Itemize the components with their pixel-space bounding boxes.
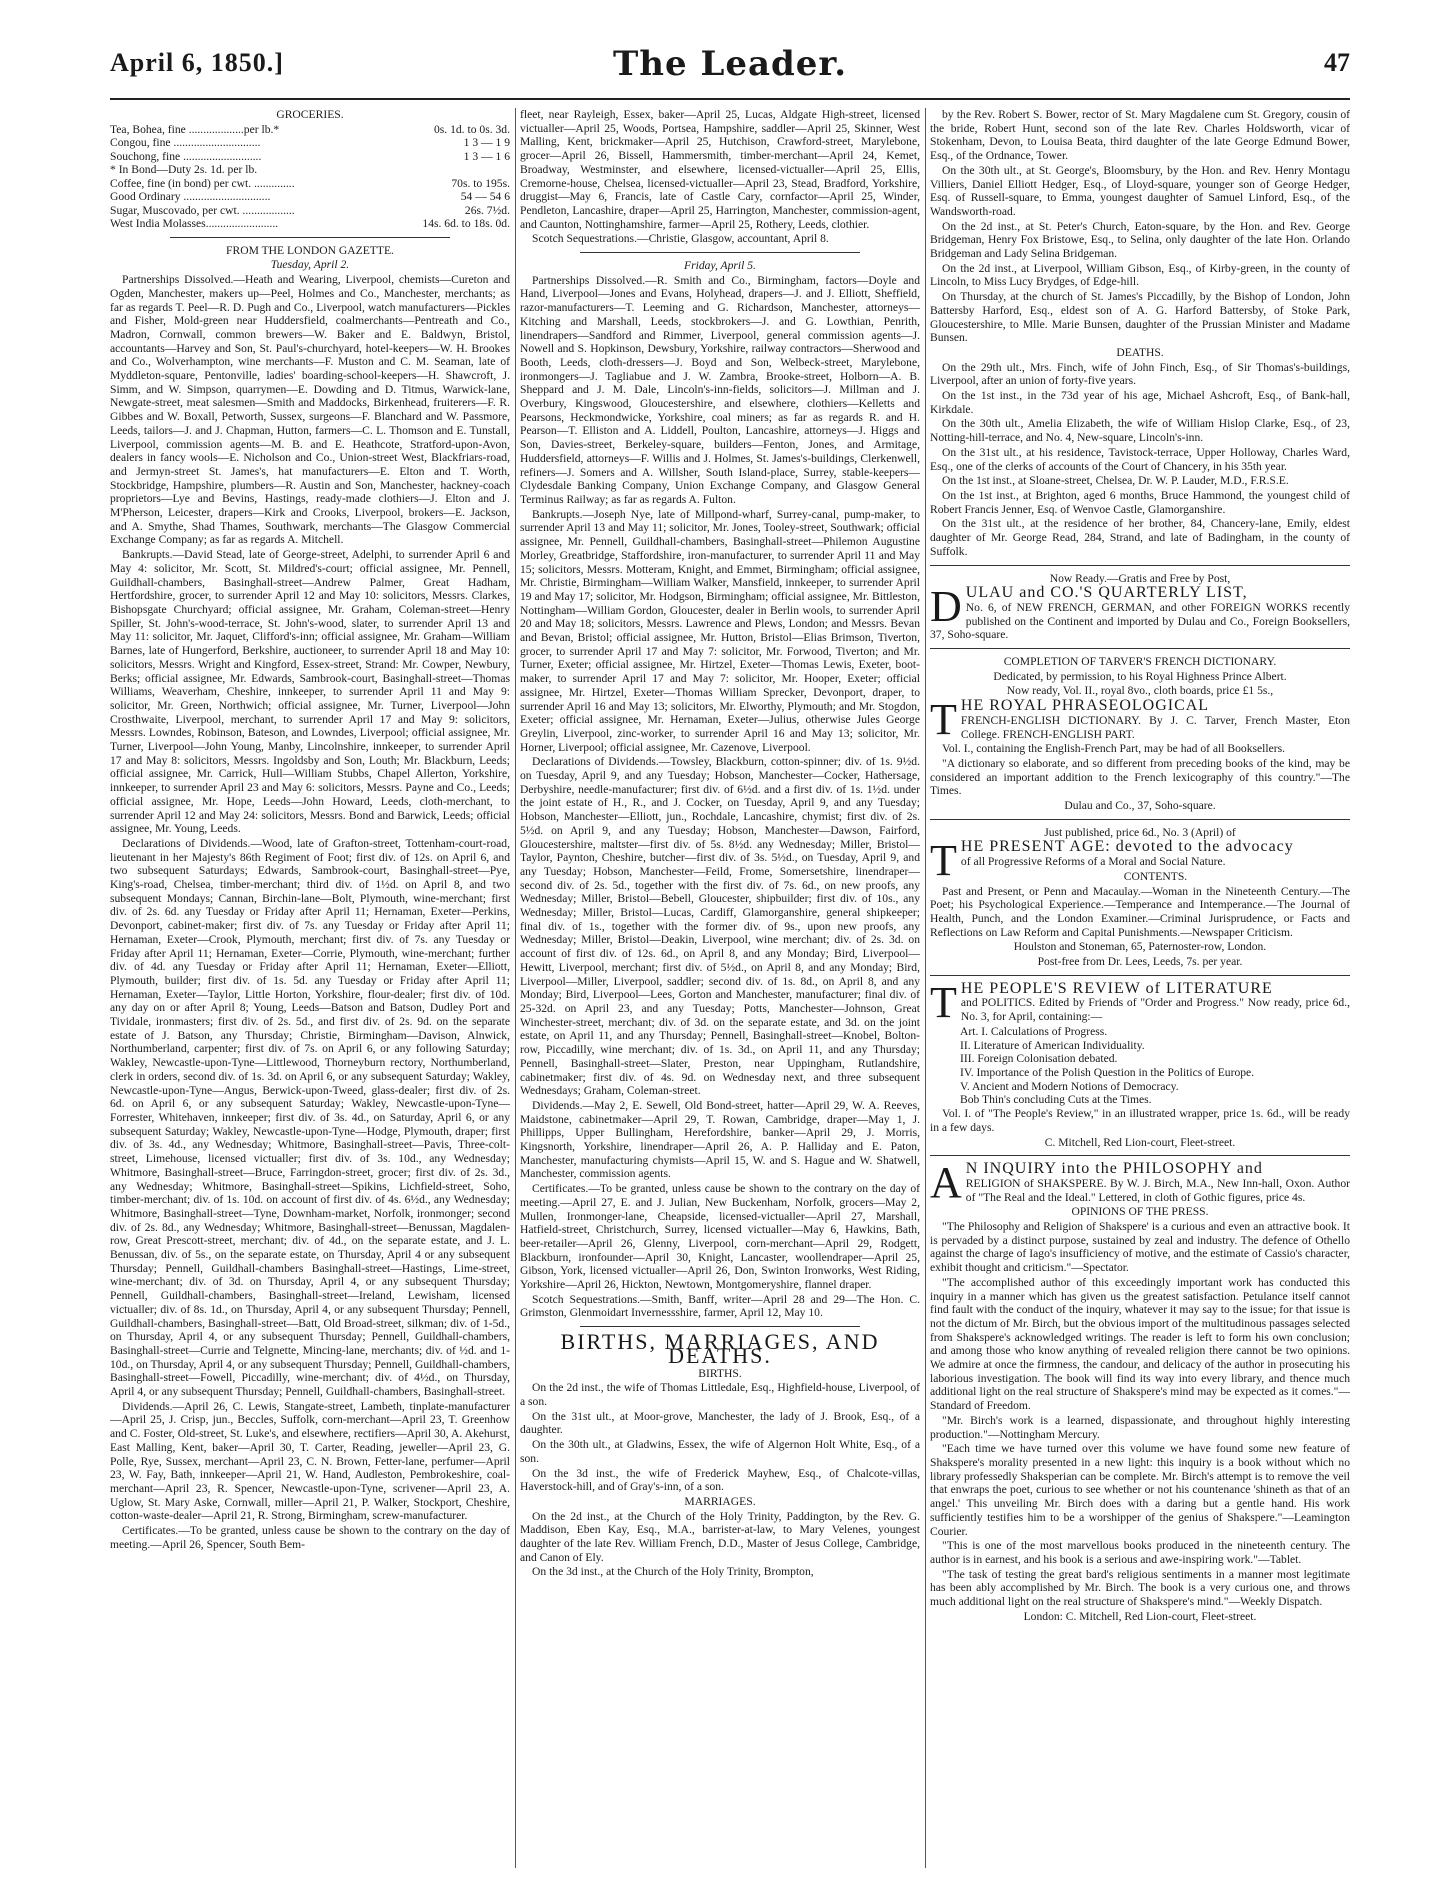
friday-date: Friday, April 5.	[684, 259, 756, 273]
certificates-continued: fleet, near Rayleigh, Essex, baker—April 25, Lucas, Aldgate High-street, licensed victualler—April 25, Woods, Portsea, Hampshire, saddler—April 25, Skinner, West Malling, Kent, brickmaker—April 25, Hutchison, Crawford-street, Marylebone, grocer—April 26, Bissell, Hammersmith, timber-merchant—April 24, Kemet, Broadway, Westminster, and elsewhere, licensed-victualler—April 25, Ellis, Cremorne-house, Chelsea, licensed-victualler—April 23, Stead, Bradford, Yorkshire, druggist—May 6, Francis, late of Castle Cary, cornfactor—April 25, Winder, Pendleton, Lancashire, draper—April 25, Harrington, Manchester, commission-agent, and Caunton, Nottinghamshire, farmer—April 25, Rothery, Leeds, clothier.	[520, 108, 920, 231]
birth-notice: On the 30th ult., at Gladwins, Essex, the wife of Algernon Holt White, Esq., of a son.	[520, 1438, 920, 1465]
scotch-sequestrations: Scotch Sequestrations.—Smith, Banff, writer—April 28 and 29—The Hon. C. Grimston, Glenmoidart Invernessshire, farmer, April 12, May 10.	[520, 1292, 920, 1320]
grocery-item: Good Ordinary ..............................	[110, 190, 271, 204]
tarver-vol: Vol. I., containing the English-French Part, may be had of all Booksellers.	[942, 742, 1286, 756]
grocery-price: 54 — 54 6	[460, 190, 510, 204]
death-notice: On the 30th ult., Amelia Elizabeth, the wife of William Hislop Clarke, Esq., of 23, Notting-hill-terrace, and No. 4, New-square, Lincoln's-inn.	[930, 417, 1350, 445]
inquiry-opinions	[930, 1220, 1350, 1609]
certificates: Certificates.—To be granted, unless cause be shown to the contrary on the day of meeting.—April 27, E. and J. Julian, New Buckenham, Norfolk, grocers—May 2, Mullen, Ironmonger-lane, Cheapside, licensed-victualler—April 27, Marshall, Hatfield-street, Christchurch, Surrey, licensed victualler—May 6, Hawkins, Bath, beer-retailer—April 26, Glenny, Liverpool, corn-merchant—April 29, Rodgett, Blackburn, ironfounder—April 30, Knight, Lancaster, woollendraper—April 25, Gibson, York, licensed victualler—April 26, Don, Swinton Ironworks, West Riding, Yorkshire—April 26, Hickton, Newtown, Montgomeryshire, flannel draper.	[520, 1182, 920, 1292]
bmd-title: BIRTHS, MARRIAGES, AND DEATHS.	[560, 1329, 880, 1368]
dividends: Dividends.—May 2, E. Sewell, Old Bond-street, hatter—April 29, W. A. Reeves, Maidstone, cabinetmaker—April 29, T. Rowan, Cambridge, draper—May 1, J. Phillipps, Upper Bullingham, Herefordshire, banker—April 29, J. Morris, Kingsnorth, Yorkshire, linendraper—April 26, A. P. Halliday and E. Paton, Manchester, manufacturing chymists—April 15, W. and S. Hague and W. Shatwell, Manchester, commission agents.	[520, 1098, 920, 1181]
header-rule	[110, 98, 1350, 100]
grocery-row	[110, 150, 510, 164]
marriage-notice: On Thursday, at the church of St. James's Piccadilly, by the Bishop of London, John Battersby Harford, Esq., eldest son of A. G. Harford Battersby, of Stoke Park, Gloucestershire, to Mlle. Marie Bunsen, daughter of the Prussian Minister and Madame Bunsen.	[930, 290, 1350, 345]
births-list	[520, 1381, 920, 1494]
section-rule	[580, 1326, 860, 1327]
peoples-review-publisher: C. Mitchell, Red Lion-court, Fleet-street.	[1044, 1135, 1236, 1149]
partnerships-dissolved: Partnerships Dissolved.—Heath and Wearing, Liverpool, chemists—Cureton and Ogden, Manchester, makers up—Peel, Holmes and Co., Manchester, merchants; as far as regards T. Peel—R. D. Pugh and Co., Liverpool, watch manufacturers—Pickles and Fisher, Mold-green near Huddersfield, coalmerchants—Pentreath and Co., Madron, Cornwall, common brewers—W. Baker and E. Baldwyn, Bristol, accountants—Harvey and Son, St. Paul's-churchyard, hotel-keepers—W. H. Brookes and Co., Wolverhampton, wine merchants—F. Muston and C. M. Seaman, late of Myddleton-square, Pentonville, ladies' boarding-school-keepers—H. Shawcroft, J. Simm, and W. Simpson, quarrymen—E. Dowding and D. Titmus, Warwick-lane, Newgate-street, meat salesmen—Smith and Maddocks, Birkenhead, fruiterers—F. R. Gibbes and W. Boxall, Petworth, Sussex, surgeons—F. Blanchard and W. Passmore, Leeds, tailors—J. and J. Chapman, Hutton, farmers—C. L. Thomson and E. Tunstall, Liverpool, commission agents—M. B. and E. Heathcote, Stratford-upon-Avon, dealers in fancy wools—E. Nicholson and Co., Union-street West, Blackfriars-road, and Jermyn-street St. James's, hat manufacturers—E. Elton and T. Worth, Stockbridge, Hampshire, plumbers—R. Austin and Son, Manchester, hackney-coach proprietors—Lye and Bevins, Hastings, ready-made clothiers—J. Elton and J. M'Pherson, Leicester, drapers—Kirk and Crooks, Liverpool, brokers—E. Jackson, and A. Smythe, Shad Thames, Southwark, merchants—The Glasgow Commercial Exchange Company; as far as regards A. Mitchell.	[110, 273, 510, 547]
grocery-row	[110, 190, 510, 204]
tarver-price: Now ready, Vol. II., royal 8vo., cloth boards, price £1 5s.,	[1006, 684, 1274, 698]
column-3	[930, 108, 1350, 1868]
death-notice: On the 31st ult., at the residence of her brother, 84, Chancery-lane, Emily, eldest daughter of Mr. George Read, 284, Strand, and late of Badingham, in the county of Suffolk.	[930, 517, 1350, 558]
press-opinion: "This is one of the most marvellous books produced in the nineteenth century. The author is in earnest, and his book is a serious and awe-inspiring work."—Tablet.	[930, 1539, 1350, 1566]
marriages-list	[520, 1510, 920, 1580]
press-opinion: "Each time we have turned over this volume we have found some new feature of Shakspere's morality presented in a new light: this inquiry is a book without which no library professedly Shaksperian can be complete. Mr. Birch's attempt is to remove the veil that enwraps the poet, curious to see whether or not his countenance 'shineth as that of an angel.' This unveiling Mr. Birch does with a daring but a gentle hand. His work sufficiently testifies him to be a worshipper of the genius of Shakspere."—Leamington Courier.	[930, 1442, 1350, 1538]
grocery-item: Coffee, fine (in bond) per cwt. ..............	[110, 176, 295, 190]
death-notice: On the 31st ult., at his residence, Tavistock-terrace, Upper Holloway, Charles Ward, Esq., one of the clerks of accounts of the Court of Chancery, in his 35th year.	[930, 445, 1350, 473]
tarver-heading: HE ROYAL PHRASEOLOGICAL	[960, 697, 1210, 715]
grocery-item: * In Bond—Duty 2s. 1d. per lb.	[110, 163, 258, 177]
present-age-intro: Just published, price 6d., No. 3 (April) of	[1044, 825, 1236, 839]
declarations-of-dividends: Declarations of Dividends.—Wood, late of Grafton-street, Tottenham-court-road, lieutenant in her Majesty's 86th Regiment of Foot; first div. of 12s. on April 6, and two subsequent Saturdays; Edwards, Sambrook-court, Basinghall-street—Pye, King's-road, Chelsea, timber-merchant; third div. of 1½d. on April 8, and two subsequent Mondays; Cannan, Birchin-lane—Bolt, Plymouth, wine-merchant; first div. of 2s. 6d. any Tuesday or Friday after April 11; Hernaman, Exeter—Perkins, Devonport, cabinet-maker; first div. of 7s. any Tuesday or Friday after April 11; Hernaman, Exeter—Crook, Plymouth, merchant; first div. of 7s. any Tuesday or Friday after April 11; Hernaman, Exeter—Corrie, Plymouth, wine-merchant; further div. of 4d. any Tuesday or Friday after April 11; Hernaman, Exeter—Elliott, Plymouth, builder; first div. of 1s. 5d. any Tuesday or Friday after April 11; Hernaman, Exeter—Taylor, Little Horton, Yorkshire, flour-dealer; first div. of 10d. any day on or after April 8; Young, Leeds—Batson and Batson, Dudley Port and Tividale, ironmasters; first div. of 2s. 5d., and first div. of 2s. 9d. on the separate estate of J. Batson, any Thursday; Christie, Birmingham—Davison, Alnwick, Northumberland, carpenter; first div. of 7s. on April 6, or any following Saturday; Wakley, Newcastle-upon-Tyne—Littlewood, Thorneyburn rectory, Northumberland, clerk in orders, second div. of 1s. 3d. on April 6, or any subsequent Saturday; Wakley, Newcastle-upon-Tyne—Angus, Berwick-upon-Tweed, glass-dealer; first div. of 2s. 6d. on April 6, or any subsequent Saturday; Wakley, Newcastle-upon-Tyne—Forrester, Whitehaven, innkeeper; first div. of 3s. 4d., on Saturday, April 6, or any subsequent Saturday; Wakley, Newcastle-upon-Tyne—Hodge, Plymouth, draper; first div. of 3s. 4d., any Wednesday; Whitmore, Basinghall-street—Pavis, Three-colt-street, Limehouse, licensed victualler; first div. of 3s. 10d., any Wednesday; Whitmore, Basinghall-street—Bruce, Farringdon-street, grocer; first div. of 2s. 3d., any Wednesday; Whitmore, Basinghall-street—Spikins, Lichfield-street, Soho, timber-merchant; div. of 1s. 10d. on account of first div. of 4s. 6½d., any Wednesday; Whitmore, Basinghall-street—Tyne, Downham-market, Norfolk, ironmonger; second div. of 2s. 8d., any Wednesday; Whitmore, Basinghall-street—Benussan, Magdalen-row, Great Prescott-street, merchant; div. of 4d., on the separate estate, and J. L. Benussan, div. of 5s., on the separate estate, on Thursday, April 4 or any subsequent Thursday; Pennell, Guildhall-chambers Basinghall-street—Hastings, Lime-street, wine-merchant; div. of 3d. on Thursday, April 4, or any subsequent Thursday; Pennell, Guildhall-chambers, Basinghall-street—Ireland, Lewisham, licensed victualler; div. of 8s. 1d., on Thursday, April 4, or any subsequent Thursday; Pennell, Guildhall-chambers, Basinghall-street—Batt, Old Broad-street, silkman; div. of 1-5d., on Thursday, April 4, or any subsequent Thursday; Pennell, Guildhall-chambers, Basinghall-street—Currie and Telgnette, Mincing-lane, merchants; div. of ½d. and 1-10d., on Thursday, April 4, or any subsequent Thursday; Pennell, Guildhall-chambers, Basinghall-street—Fowell, Piccadilly, wine-merchant; div. of 4½d., on Thursday, April 4, or any subsequent Thursday; Pennell, Guildhall-chambers, Basinghall-street.	[110, 836, 510, 1399]
dulau-advert	[930, 582, 1350, 642]
groceries-title: GROCERIES.	[276, 108, 344, 121]
drop-cap: T	[930, 836, 957, 886]
tarver-publisher: Dulau and Co., 37, Soho-square.	[1064, 799, 1216, 813]
tarver-body: FRENCH-ENGLISH DICTIONARY. By J. C. Tarver, French Master, Eton College. FRENCH-ENGLISH PART.	[960, 713, 1350, 741]
certificates: Certificates.—To be granted, unless cause be shown to the contrary on the day of meeting.—April 26, Spencer, South Bem-	[110, 1524, 510, 1551]
peoples-review-advert	[930, 977, 1350, 1027]
review-article: III. Foreign Colonisation debated.	[960, 1052, 1118, 1066]
death-notice: On the 29th ult., Mrs. Finch, wife of John Finch, Esq., of Sir Thomas's-buildings, Liverpool, after an union of forty-five years.	[930, 360, 1350, 388]
grocery-price: 14s. 6d. to 18s. 0d.	[422, 217, 510, 231]
grocery-row	[110, 123, 510, 137]
birth-notice: On the 2d inst., the wife of Thomas Littledale, Esq., Highfield-house, Liverpool, of a son.	[520, 1381, 920, 1408]
dulau-heading: ULAU and CO.'S QUARTERLY LIST,	[965, 584, 1248, 602]
present-age-contents-title: CONTENTS.	[1123, 869, 1188, 883]
section-rule	[170, 237, 450, 238]
column-1	[110, 108, 510, 1868]
scotch-sequestrations: Scotch Sequestrations.—Christie, Glasgow, accountant, April 8.	[532, 232, 829, 246]
marriage-notice: On the 3d inst., at the Church of the Holy Trinity, Brompton,	[532, 1565, 814, 1579]
press-opinion: "The Philosophy and Religion of Shakspere' is a curious and even an attractive book. It is pervaded by a distinct purpose, sustained by zeal and industry. The defence of Othello against the charge of Iago's insufficiency of motive, and the estimate of Cassio's character, exhibit thought and criticism."—Spectator.	[930, 1220, 1350, 1275]
death-notice: On the 1st inst., in the 73d year of his age, Michael Ashcroft, Esq., of Bank-hall, Kirkdale.	[930, 389, 1350, 416]
grocery-price: 1 3 — 1 9	[463, 136, 510, 150]
present-age-contents: Past and Present, or Penn and Macaulay.—Woman in the Nineteenth Century.—The Poet; his Psychological Experience.—Temperance and Intemperance.—The Journal of Health, Punch, and the London Examiner.—Criminal Jurisprudence, or Facts and Reflections on Law Reform and Capital Punishments.—Newspaper Criticism.	[930, 884, 1350, 939]
grocery-row	[110, 163, 510, 177]
press-opinion: "The task of testing the great bard's religious sentiments in a manner most legitimate has been ably accomplished by Mr. Birch. The book is a very curious one, and throws much additional light on the real structure of Shakspere's mind."—Weekly Dispatch.	[930, 1567, 1350, 1609]
page-header	[110, 44, 1350, 88]
press-opinion: "The accomplished author of this exceedingly important work has conducted this inquiry in a manner which has given us the greatest satisfaction. Petulance itself cannot find fault with the conduct of the inquiry, whatever it may say to the issue; for that issue is not the dictum of Mr. Birch, but the obvious import of the multitudinous passages selected from Shakspere's acknowledged writings. The reader is left to form his own conclusion; and among those who know anything of revealed religion there cannot be two opinions. We admire at once the firmness, the candour, and delicacy of the author in prosecuting his laborious investigation. The book will find its way into every library, and thence much additional light on the real structure of Shakspere's mind may be expected as it comes."—Standard of Freedom.	[930, 1275, 1350, 1413]
review-article: II. Literature of American Individuality.	[960, 1038, 1145, 1052]
bankrupts: Bankrupts.—Joseph Nye, late of Millpond-wharf, Surrey-canal, pump-maker, to surrender April 13 and May 11; solicitor, Mr. Jones, Tooley-street, Southwark; official assignee, Mr. Pennell, Guildhall-chambers, Basinghall-street—Philemon Augustine Morley, Greatbridge, Staffordshire, iron-manufacturer, to surrender April 11 and May 15; solicitors, Messrs. Motteram, Knight, and Emmet, Birmingham; official assignee, Mr. Christie, Birmingham—William Walker, Mansfield, innkeeper, to surrender April 19 and May 17; solicitor, Mr. Hodgson, Birmingham; official assignee, Mr. Bittleston, Nottingham—William Gordon, Gloucester, dealer in Berlin wools, to surrender April 20 and May 18; solicitors, Messrs. Lawrence and Plews, London; and Messrs. Bevan and Bevan, Bristol; official assignee, Mr. Hutton, Bristol—Elias Brimson, Tiverton, grocer, to surrender April 17 and May 7: solicitor, Mr. Forwood, Tiverton; and Mr. Turner, Exeter; official assignee, Mr. Hirtzel, Exeter—Thomas Lewis, Exeter, boot-maker, to surrender April 17 and May 7: solicitor, Mr. Hooper, Exeter; official assignee, Mr. Hirtzel, Exeter—Thomas William Sprecker, Devonport, draper, to surrender April 16 and May 13; solicitors, Mr. Elworthy, Plymouth; and Mr. Stogdon, Exeter; official assignee, Mr. Hernaman, Exeter—Julius, otherwise Jules George Greylin, Liverpool, zinc-worker, to surrender April 16 and May 13; solicitor, Mr. Horner, Liverpool; official assignee, Mr. Cazenove, Liverpool.	[520, 507, 920, 754]
present-age-heading: HE PRESENT AGE: devoted to the advocacy	[960, 838, 1294, 856]
dulau-ready: Now Ready.—Gratis and Free by Post,	[1049, 571, 1231, 585]
grocery-row	[110, 217, 510, 231]
inquiry-body: RELIGION of SHAKSPERE. By W. J. Birch, M.A., New Inn-hall, Oxon. Author of "The Real and the Ideal." Lettered, in cloth of Gothic figures, price 4s.	[965, 1176, 1350, 1204]
partnerships-dissolved: Partnerships Dissolved.—R. Smith and Co., Birmingham, factors—Doyle and Hand, Liverpool—Jones and Evans, Holyhead, drapers—J. and J. Elliott, Sheffield, razor-manufacturers—T. Leeming and G. Richardson, Manchester, attorneys—Kitching and Marshall, Leeds, stockbrokers—J. and G. Lowthian, Penrith, linendrapers—Sandford and Rimmer, Liverpool, general commission agents—J. Nowell and S. Hopkinson, Dewsbury, Yorkshire, railway contractors—Sherwood and Booth, Leeds, cloth-dressers—J. Boyd and Son, Welbeck-street, Marylebone, ironmongers—J. Tagliabue and J. W. Zambra, Brooke-street, Holborn—A. B. Sheppard and J. M. Dale, Lincoln's-inn-fields, solicitors—J. Millman and J. Overbury, Kingswood, Gloucestershire, and elsewhere, clothiers—Kelletts and Pearsons, Heckmondwicke, Yorkshire, coal miners; as far as regards R. and H. Pearson—T. Elliston and A. Liddell, Poulton, Lancashire, attorneys—J. Higgs and Son, Davies-street, Berkeley-square, builders—Fenton, Jones, and Armitage, Huddersfield, attorneys—F. Willis and J. Holmes, St. James's-buildings, Clerkenwell, refiners—J. Somers and A. Willsher, South Island-place, Surrey, stable-keepers—Clydesdale Banking Company, Union Exchange Company, and Glasgow General Terminus Railway; as far as regards A. Fulton.	[520, 273, 920, 506]
section-rule	[930, 648, 1350, 649]
marriage-notice: On the 2d inst., at the Church of the Holy Trinity, Paddington, by the Rev. G. Maddison, Eben Kay, Esq., M.A., barrister-at-law, to Mary Velenes, youngest daughter of the late Rev. William French, D.D., Master of Jesus College, Cambridge, and Canon of Ely.	[520, 1509, 920, 1564]
inquiry-advert	[930, 1158, 1350, 1208]
tarver-quote: "A dictionary so elaborate, and so different from preceding books of the kind, may be considered an important addition to the French lexicography of this country."—The Times.	[930, 756, 1350, 798]
review-article: V. Ancient and Modern Notions of Democracy.	[960, 1079, 1179, 1093]
press-opinion: "Mr. Birch's work is a learned, dispassionate, and throughout highly interesting production."—Nottingham Mercury.	[930, 1413, 1350, 1441]
inquiry-opinions-title: OPINIONS OF THE PRESS.	[1071, 1205, 1209, 1219]
present-age-body: of all Progressive Reforms of a Moral and Social Nature.	[960, 855, 1226, 869]
grocery-price	[381, 163, 510, 177]
review-article: Art. I. Calculations of Progress.	[960, 1024, 1108, 1038]
section-rule	[930, 819, 1350, 820]
marriage-notice: On the 2d inst., at St. Peter's Church, Eaton-square, by the Hon. and Rev. George Bridgeman, Henry Fox Bristowe, Esq., to Selina, only daughter of the late Hon. Orlando Bridgeman and Lady Selina Bridgeman.	[930, 219, 1350, 261]
inquiry-publisher: London: C. Mitchell, Red Lion-court, Fleet-street.	[1023, 1609, 1257, 1623]
peoples-review-articles	[930, 1025, 1350, 1107]
marriages-continued	[930, 108, 1350, 345]
grocery-item: Tea, Bohea, fine ...................per lb.*	[110, 122, 280, 136]
marriages-title: MARRIAGES.	[684, 1494, 756, 1508]
review-article: Bob Thin's concluding Cuts at the Times.	[960, 1093, 1152, 1107]
marriage-notice: On the 2d inst., at Liverpool, William Gibson, Esq., of Kirby-green, in the county of Lincoln, to Miss Lucy Brydges, of Edge-hill.	[930, 261, 1350, 289]
deaths-title: DEATHS.	[1116, 345, 1164, 359]
marriage-notice: by the Rev. Robert S. Bower, rector of St. Mary Magdalene cum St. Gregory, cousin of the bride, Robert Hunt, second son of the late Rev. Charles Holdsworth, vicar of Stokenham, Devon, to Louisa Beata, third daughter of the late George Edmund Bower, Esq., of the Ordnance, Tower.	[930, 108, 1350, 163]
section-rule	[930, 1155, 1350, 1156]
tarver-dedication: Dedicated, by permission, to his Royal Highness Prince Albert.	[993, 669, 1287, 683]
column-divider	[925, 108, 926, 1868]
issue-date: April 6, 1850.]	[110, 48, 284, 77]
review-article: IV. Importance of the Polish Question in the Politics of Europe.	[960, 1066, 1255, 1079]
dividends: Dividends.—April 26, C. Lewis, Stangate-street, Lambeth, tinplate-manufacturer—April 25, J. Crisp, jun., Beccles, Suffolk, corn-merchant—April 23, T. Greenhow and C. Foster, Old-street, St. Luke's, and elsewhere, rectifiers—April 30, A. Akehurst, East Malling, Kent, baker—April 30, T. Carter, Reading, jeweller—April 23, G. Polle, Rye, Sussex, merchant—April 23, C. N. Brown, Fetter-lane, perfumer—April 23, W. Fay, Bath, innkeeper—April 21, W. Hand, Audleston, Pembrokeshire, coal-merchant—April 23, R. Spencer, Newcastle-upon-Tyne, scrivener—April 23, A. Uglow, St. Mary Aske, Cornwall, miller—April 21, P. Walker, Stockport, Cheshire, cotton-waste-dealer—April 21, R. Strong, Birmingham, screw-manufacturer.	[110, 1399, 510, 1523]
page-number: 47	[1324, 48, 1350, 77]
inquiry-heading: N INQUIRY into the PHILOSOPHY and	[965, 1160, 1263, 1178]
grocery-item: Souchong, fine ...........................	[110, 149, 262, 163]
section-rule	[580, 252, 860, 253]
tarver-intro: COMPLETION OF TARVER'S FRENCH DICTIONARY.	[1003, 655, 1277, 669]
gazette-date: Tuesday, April 2.	[270, 258, 350, 272]
grocery-row	[110, 204, 510, 218]
grocery-item: Congou, fine ..............................	[110, 136, 261, 150]
grocery-item: Sugar, Muscovado, per cwt. ..................	[110, 203, 295, 217]
tarver-advert	[930, 695, 1350, 745]
grocery-price: 1 3 — 1 6	[463, 149, 510, 163]
drop-cap: T	[930, 977, 957, 1027]
drop-cap: D	[930, 582, 962, 632]
marriage-notice: On the 30th ult., at St. George's, Bloomsbury, by the Hon. and Rev. Henry Montagu Villiers, Daniel Elliott Hedger, Esq., of Lloyd-square, younger son of George Hedger, Esq. of Russell-square, to Emma, youngest daughter of Samuel Linford, Esq., of the Wandsworth-road.	[930, 163, 1350, 218]
section-rule	[930, 975, 1350, 976]
grocery-price: 70s. to 195s.	[451, 176, 510, 190]
column-divider	[515, 108, 516, 1868]
grocery-price: 26s. 7½d.	[464, 203, 510, 217]
birth-notice: On the 3d inst., the wife of Frederick Mayhew, Esq., of Chalcote-villas, Haverstock-hill, and of Gray's-inn, of a son.	[520, 1466, 920, 1494]
present-age-publisher: Houlston and Stoneman, 65, Paternoster-row, London.	[1013, 940, 1267, 954]
grocery-row	[110, 136, 510, 150]
drop-cap: A	[930, 1158, 962, 1208]
death-notice: On the 1st inst., at Sloane-street, Chelsea, Dr. W. P. Lauder, M.D., F.R.S.E.	[942, 474, 1289, 488]
dulau-body: No. 6, of NEW FRENCH, GERMAN, and other FOREIGN WORKS recently published on the Continent and imported by Dulau and Co., Foreign Booksellers, 37, Soho-square.	[930, 600, 1350, 642]
grocery-item: West India Molasses.........................	[110, 217, 279, 231]
section-rule	[930, 565, 1350, 566]
masthead-title: The Leader.	[612, 44, 848, 84]
peoples-review-body: and POLITICS. Edited by Friends of "Order and Progress." Now ready, price 6d., No. 3, for April, containing:—	[960, 996, 1350, 1024]
deaths-list	[930, 361, 1350, 559]
bankrupts: Bankrupts.—David Stead, late of George-street, Adelphi, to surrender April 6 and May 4: solicitor, Mr. Scott, St. Mildred's-court; official assignee, Mr. Pennell, Guildhall-chambers, Basinghall-street—Andrew Palmer, Great Hadham, Hertfordshire, grocer, to surrender April 12 and May 10: solicitors, Messrs. Clarkes, Bishopsgate Churchyard; official assignee, Mr. Graham, Coleman-street—Henry Spiller, St. John's-wood-terrace, St. John's-wood, slater, to surrender April 13 and May 11: solicitor, Mr. Jaquet, Clifford's-inn; official assignee, Mr. Graham—William Barnes, late of Hungerford, Berkshire, auctioneer, to surrender April 18 and May 10: solicitors, Messrs. Wright and Kingford, Essex-street, Strand: Mr. Cowper, Newbury, Berks; official assignee, Mr. Edwards, Sambrook-court, Basinghall-street—Thomas Williams, Weaverham, Cheshire, innkeeper, to surrender April 11 and May 9: solicitor, Mr. Green, Northwich; official assignee, Mr. Turner, Liverpool—John Crosthwaite, Liverpool, merchant, to surrender April 17 and May 9: solicitors, Messrs. Lowndes, Robinson, Bateson, and Lowndes, Liverpool; official assignee, Mr. Turner, Liverpool—John Young, Manby, Lincolnshire, innkeeper, to surrender April 17 and May 8: solicitors, Messrs. Ingoldsby and Son, Louth; Mr. Blackburn, Leeds; official assignee, Mr. Carrick, Hull—William Stubbs, Chapel Allerton, Yorkshire, innkeeper, to surrender April 23 and May 6: solicitors, Messrs. Payne and Co., Leeds; official assignee, Mr. Hope, Leeds—John Howard, Leeds, cloth-merchant, to surrender April 12 and May 24: solicitors, Messrs. Bond and Barwick, Leeds; official assignee, Mr. Young, Leeds.	[110, 548, 510, 836]
declarations-of-dividends: Declarations of Dividends.—Towsley, Blackburn, cotton-spinner; div. of 1s. 9½d. on Tuesday, April 9, and any Tuesday; Hobson, Manchester—Cocker, Hathersage, Derbyshire, needle-manufacturer; first div. of 6½d. and a first div. of 1s. 1½d. under the joint estate of H., R., and J. Cocker, on Tuesday, April 9, and any Tuesday; Hobson, Manchester—Elliott, jun., Rochdale, Lancashire, chymist; first div. of 2s. 5½d. on April 9, and any Tuesday; Hobson, Manchester—Dawson, Fairford, Gloucestershire, maltster—first div. of 5s. 8½d. any Wednesday; Miller, Bristol—Taylor, Paynton, Cheshire, butcher—first div. of 3s. 5½d., on Tuesday, April 9, and any Tuesday; Hobson, Manchester—Feild, Frome, Somersetshire, linendraper—second div. of 2s. 5d., together with the first div. of 7s. 6d., on new proofs, any Wednesday; Miller, Bristol—Bebell, Gloucester, shipbuilder; first div. of 10s., any Wednesday; Miller, Bristol—Lucas, Cardiff, Glamorganshire, general shipkeeper; final div. of 1s., together with the former div. of 9s., upon new proofs, any Wednesday; Miller, Bristol—Deakin, Liverpool, wine merchant; div. of 2s. 3d. on account of first div. of 12s. 6d., on April 8, and any Monday; Bird, Liverpool—Hewitt, Liverpool, merchant; first div. of 5½d., on April 8, and any Monday; Bird, Liverpool—Miller, Liverpool, saddler; second div. of 1s. 8d., on April 8, and any Monday; Bird, Liverpool—Lees, Gorton and Manchester, manufacturer; final div. of 25-32d. on April 23, and any Tuesday; Potts, Manchester—Johnson, Great Winchester-street, merchant; div. of 3d. on the separate estate, and 3d. on the joint estate, on April 11, and any Thursday; Pennell, Basinghall-street—Knobel, Bolton-row, Piccadilly, wine merchant; div. of 1s. 3d., on April 11, and any Thursday; Pennell, Basinghall-street—Slater, Preston, near Uppingham, Rutlandshire, cabinetmaker; first div. of 4s. 9d. on Wednesday next, and three subsequent Wednesdays; Graham, Coleman-street.	[520, 755, 920, 1098]
death-notice: On the 1st inst., at Brighton, aged 6 months, Bruce Hammond, the youngest child of Robert Francis Jenner, Esq. of Wenvoe Castle, Glamorganshire.	[930, 488, 1350, 516]
birth-notice: On the 31st ult., at Moor-grove, Manchester, the lady of J. Brook, Esq., of a daughter.	[520, 1409, 920, 1437]
peoples-review-heading: HE PEOPLE'S REVIEW of LITERATURE	[960, 979, 1273, 997]
drop-cap: T	[930, 695, 957, 745]
grocery-row	[110, 177, 510, 191]
present-age-post: Post-free from Dr. Lees, Leeds, 7s. per year.	[1037, 955, 1243, 969]
column-2	[520, 108, 920, 1868]
groceries-table	[110, 123, 510, 231]
gazette-title: FROM THE LONDON GAZETTE.	[226, 243, 394, 257]
grocery-price: 0s. 1d. to 0s. 3d.	[433, 122, 510, 136]
peoples-review-vol: Vol. I. of "The People's Review," in an illustrated wrapper, price 1s. 6d., will be ready in a few days.	[930, 1107, 1350, 1134]
births-title: BIRTHS.	[698, 1366, 742, 1380]
